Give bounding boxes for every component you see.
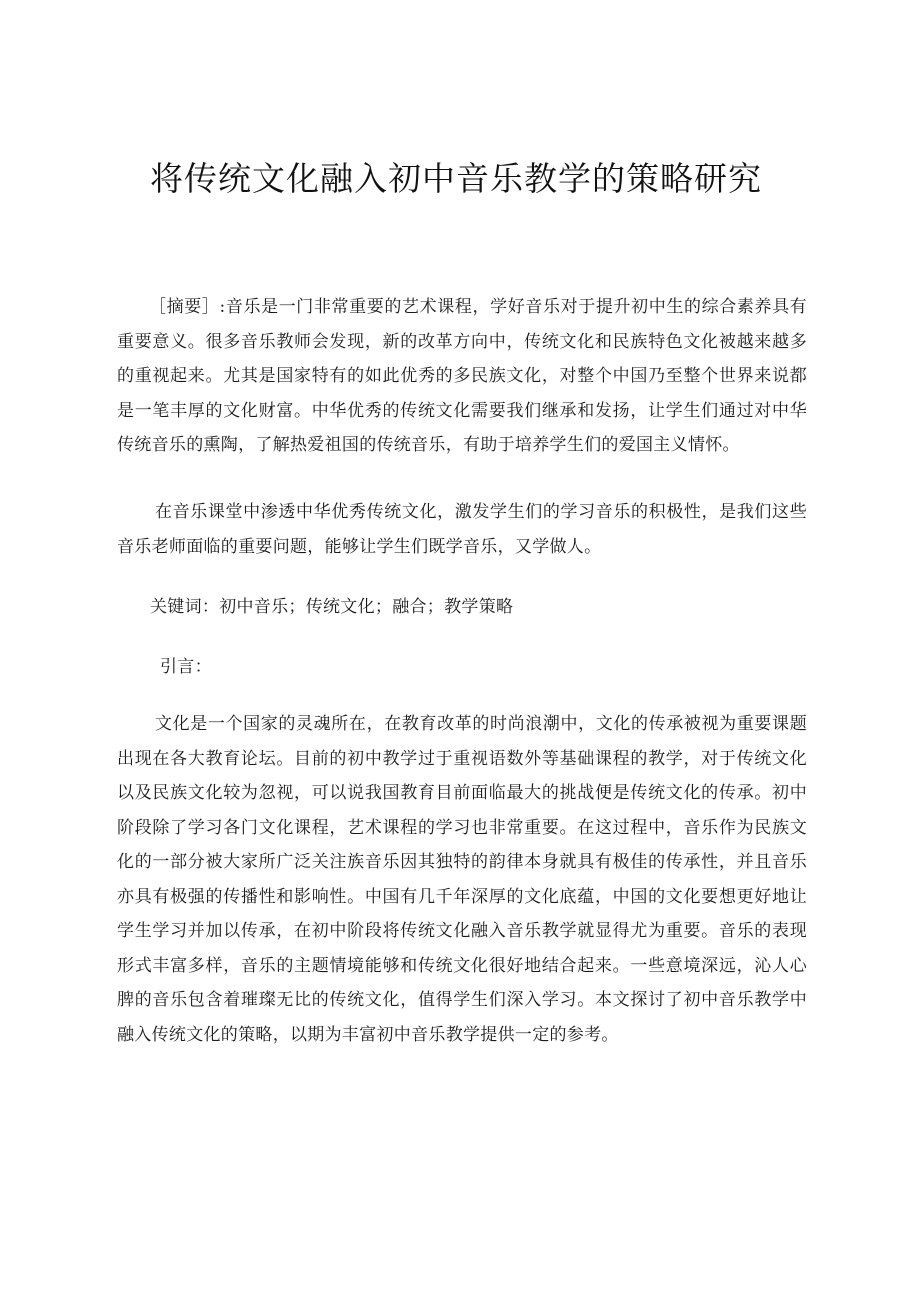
abstract-continued-paragraph: 在音乐课堂中渗透中华优秀传统文化，激发学生们的学习音乐的积极性，是我们这些音乐老师面临的重要问题，能够让学生们既学音乐，又学做人。 <box>117 502 807 557</box>
document-title: 将传统文化融入初中音乐教学的策略研究 <box>150 159 762 198</box>
intro-paragraph: 文化是一个国家的灵魂所在，在教育改革的时尚浪潮中，文化的传承被视为重要课题出现在各大教育论坛。目前的初中教学过于重视语数外等基础课程的教学，对于传统文化以及民族文化较为忽视，可以说我国教育目前面临最大的挑战便是传统文化的传承。初中阶段除了学习各门文化课程，艺术课程的学习也非常重要。在这过程中，音乐作为民族文化的一部分被大家所广泛关注族音乐因其独特的韵律本身就具有极佳的传承性，并且音乐亦具有极强的传播性和影响性。中国有几千年深厚的文化底蕴，中国的文化要想更好地让学生学习并加以传承，在初中阶段将传统文化融入音乐教学就显得尤为重要。音乐的表现形式丰富多样，音乐的主题情境能够和传统文化很好地结合起来。一些意境深远，沁人心脾的音乐包含着璀璨无比的传统文化，值得学生们深入学习。本文探讨了初中音乐教学中融入传统文化的策略，以期为丰富初中音乐教学提供一定的参考。 <box>117 714 807 1045</box>
abstract-paragraph: ［摘要］:音乐是一门非常重要的艺术课程，学好音乐对于提升初中生的综合素养具有重要意义。很多音乐教师会发现，新的改革方向中，传统文化和民族特色文化被越来越多的重视起来。尤其是国家特有的如此优秀的多民族文化，对整个中国乃至整个世界来说都是一笔丰厚的文化财富。中华优秀的传统文化需要我们继承和发扬，让学生们通过对中华传统音乐的熏陶，了解热爱祖国的传统音乐，有助于培养学生们的爱国主义情怀。 <box>117 297 807 455</box>
keywords-line: 关键词：初中音乐；传统文化；融合；教学策略 <box>150 597 514 617</box>
intro-heading: 引言： <box>160 657 212 677</box>
